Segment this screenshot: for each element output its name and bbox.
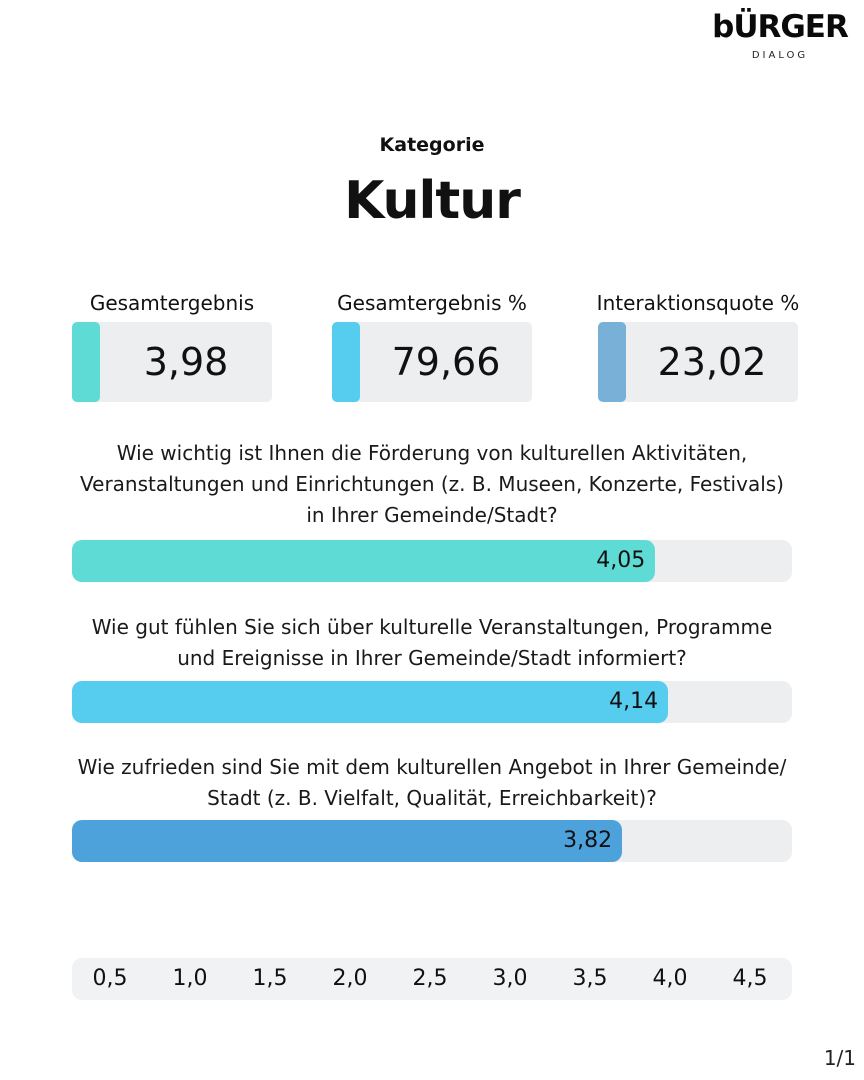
kategorie-label: Kategorie (379, 134, 485, 156)
kpi-card-gesamtergebnis (72, 322, 272, 402)
kpi-card-gesamtergebnis-prozent (332, 322, 532, 402)
kpi-label-interaktionsquote: Interaktionsquote % (596, 291, 800, 315)
x-axis-tick-label: 1,5 (252, 966, 288, 991)
kpi-value-gesamtergebnis: 3,98 (143, 340, 229, 384)
bar-track (72, 681, 792, 723)
question-label-3: Wie zufrieden sind Sie mit dem kulturellen Angebot in Ihrer Gemeinde/ Stadt (z. B. Vielfalt, Qualität, Erreichbarkeit)? (77, 755, 787, 810)
brand-name: bÜRGER (712, 9, 848, 45)
bar-track (72, 820, 792, 862)
x-axis-tick-label: 4,5 (732, 966, 768, 991)
brand-logo (705, 8, 855, 62)
bar-value-label: 3,82 (563, 828, 613, 853)
x-axis-tick-label: 1,0 (172, 966, 208, 991)
kpi-accent (598, 322, 626, 402)
x-axis-tick-label: 4,0 (652, 966, 688, 991)
kpi-value-gesamtergebnis-prozent: 79,66 (391, 340, 501, 384)
x-axis-tick-label: 3,5 (572, 966, 608, 991)
bar-value-label: 4,14 (609, 689, 659, 714)
kpi-label-gesamtergebnis-prozent: Gesamtergebnis % (337, 291, 527, 315)
kpi-card-interaktionsquote (598, 322, 798, 402)
bar-fill (72, 820, 622, 862)
page-number: 1/1 (823, 1046, 856, 1070)
x-axis-tick-label: 2,5 (412, 966, 448, 991)
question-label-1: Wie wichtig ist Ihnen die Förderung von kulturellen Aktivitäten, Veranstaltungen und Einrichtungen (z. B. Museen, Konzerte, Festivals) in Ihrer Gemeinde/Stadt? (80, 441, 784, 527)
x-axis-tick-label: 2,0 (332, 966, 368, 991)
kpi-accent (332, 322, 360, 402)
bar-fill (72, 681, 668, 723)
bar-track (72, 540, 792, 582)
kpi-accent (72, 322, 100, 402)
question-label-2: Wie gut fühlen Sie sich über kulturelle Veranstaltungen, Programme und Ereignisse in Ihrer Gemeinde/Stadt informiert? (91, 615, 773, 670)
x-axis-tick-label: 0,5 (92, 966, 128, 991)
bar-fill (72, 540, 655, 582)
category-title: Kultur (344, 171, 520, 231)
x-axis-tick-label: 3,0 (492, 966, 528, 991)
brand-sub: DIALOG (751, 50, 809, 61)
kpi-label-gesamtergebnis: Gesamtergebnis (89, 291, 255, 315)
kpi-value-interaktionsquote: 23,02 (657, 340, 767, 384)
bar-value-label: 4,05 (596, 548, 646, 573)
